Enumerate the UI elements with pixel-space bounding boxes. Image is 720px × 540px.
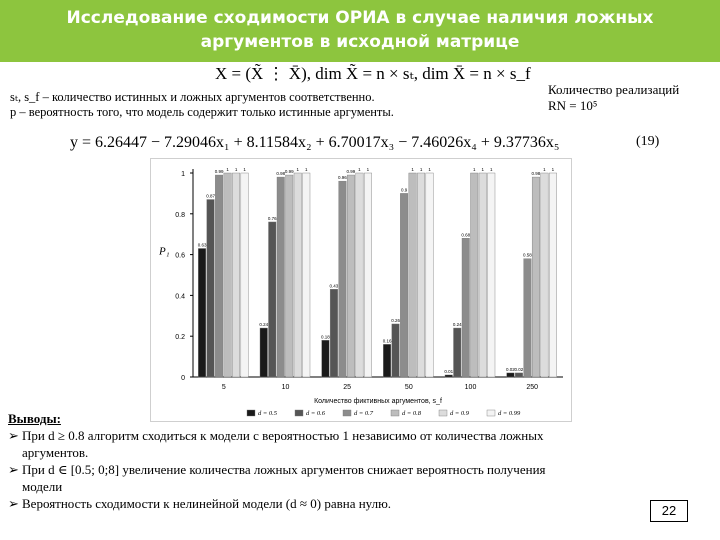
realizations-block (548, 82, 679, 114)
bar (347, 175, 355, 377)
bar-value-label: 1 (296, 167, 300, 172)
bar-value-label: 0.96 (338, 175, 347, 181)
matrix-formula: X = (X̃ ⋮ X̄), dim X̃ = n × sₜ, dim X̄ = n × s_f (215, 64, 531, 83)
bar-value-label: 0.76 (267, 215, 277, 221)
bar (409, 173, 417, 377)
bar-value-label: 0.58 (523, 252, 532, 258)
y-tick-label: 0.8 (175, 211, 185, 219)
definitions (10, 90, 394, 120)
bar-value-label: 1 (304, 167, 308, 172)
bar-value-label: 0.24 (452, 322, 462, 328)
x-tick-label: 250 (526, 384, 539, 391)
bar-value-label: 0.43 (329, 283, 339, 289)
bar-value-label: 1 (243, 167, 246, 172)
x-tick-label: 50 (404, 384, 413, 391)
bar (232, 173, 240, 377)
conclusion-3-line-1: Вероятность сходимости к нелинейной модели (d ≈ 0) равна нулю. (22, 496, 392, 511)
bar (515, 373, 523, 377)
y-tick-label: 1 (181, 171, 185, 178)
legend-label: d = 0.6 (306, 410, 326, 417)
bar-value-label: 1 (489, 167, 493, 172)
x-tick-label: 10 (281, 384, 290, 391)
bar-value-label: 0.98 (531, 171, 541, 177)
legend-label: d = 0.7 (354, 410, 374, 417)
bar (532, 177, 540, 377)
bar-value-label: 1 (428, 167, 431, 172)
bar-value-label: 0.98 (276, 171, 286, 177)
equation-number: (19) (636, 134, 660, 149)
arrow-bullet-icon: ➢ (8, 496, 19, 511)
bar (383, 344, 391, 377)
bar (541, 173, 549, 377)
bar (260, 328, 268, 377)
realizations-value: RN = 10⁵ (548, 98, 598, 113)
bar-value-label: 0.68 (461, 232, 471, 238)
y-tick-label: 0 (181, 375, 185, 382)
bar (454, 328, 462, 377)
conclusion-1-line-1: При d ≥ 0.8 алгоритм сходиться к модели с вероятностью 1 независимо от количества ложных (22, 428, 544, 443)
x-tick-label: 100 (464, 384, 477, 391)
bar-value-label: 0.63 (197, 242, 207, 248)
bar-value-label: 0.18 (321, 334, 330, 340)
bar-value-label: 1 (358, 167, 361, 172)
bar (479, 173, 487, 377)
conclusions-title: Выводы: (8, 411, 61, 426)
y-axis-label: P₁ (159, 245, 170, 258)
bar-value-label: 0.99 (284, 169, 294, 175)
bar (207, 200, 215, 377)
page-number: 22 (650, 500, 688, 522)
bar-value-label: 0.24 (259, 322, 269, 328)
bar-value-label: 0.87 (206, 193, 215, 199)
legend-label: d = 0.99 (498, 410, 521, 417)
bar-value-label: 1 (551, 167, 555, 172)
bar (392, 324, 400, 377)
bar-value-label: 1 (481, 167, 485, 172)
bar-value-label: 0.01 (444, 368, 454, 374)
y-tick-label: 0.2 (175, 334, 185, 342)
conclusion-1-line-2: аргументов. (22, 445, 89, 460)
bar-value-label: 1 (366, 167, 370, 172)
slide-title (60, 6, 660, 54)
bar (277, 177, 285, 377)
bar (294, 173, 302, 377)
bar-value-label: 0.16 (382, 338, 392, 344)
bar-value-label: 0.02 (514, 366, 524, 372)
legend-label: d = 0.5 (258, 410, 278, 417)
bar (241, 173, 249, 377)
slide-header (0, 0, 720, 62)
bar (286, 175, 294, 377)
bar-value-label: 1 (472, 167, 476, 172)
conclusion-2-line-2: модели (22, 479, 63, 494)
bar (330, 289, 338, 377)
conclusions (8, 410, 708, 512)
bar (507, 373, 514, 377)
bar-value-label: 1 (543, 167, 546, 172)
bar-value-label: 0.99 (214, 169, 224, 175)
bar (339, 181, 347, 377)
bar (364, 173, 372, 377)
bar (549, 173, 557, 377)
bar-value-label: 0.9 (400, 187, 408, 193)
conclusion-item (8, 427, 708, 461)
bar (215, 175, 223, 377)
conclusion-item (8, 461, 708, 495)
bar (462, 238, 470, 377)
bar (471, 173, 479, 377)
bar (400, 193, 408, 377)
bar (488, 173, 496, 377)
bar-value-label: 0.26 (391, 317, 400, 323)
realizations-label: Количество реализаций (548, 82, 680, 97)
bar (417, 173, 425, 377)
title-line-2: аргументов в исходной матрице (200, 32, 520, 52)
bar (303, 173, 311, 377)
legend-label: d = 0.8 (402, 410, 422, 417)
conclusion-2-line-1: При d ∈ [0.5; 0;8] увеличение количества ложных аргументов снижает вероятность получения (22, 462, 546, 477)
x-tick-label: 5 (221, 384, 226, 391)
bar-chart (150, 158, 572, 422)
bar (426, 173, 434, 377)
y-tick-label: 0.4 (175, 293, 185, 301)
bar-value-label: 1 (234, 167, 238, 172)
bar-value-label: 0.99 (346, 169, 356, 175)
bar (224, 173, 232, 377)
bar-value-label: 1 (226, 167, 229, 172)
definition-line-1: sₜ, s_f – количество истинных и ложных аргументов соответственно. (10, 90, 375, 104)
arrow-bullet-icon: ➢ (8, 428, 19, 443)
bar (269, 222, 277, 377)
bar (445, 375, 453, 377)
bar-value-label: 1 (419, 167, 423, 172)
arrow-bullet-icon: ➢ (8, 462, 19, 477)
conclusion-item (8, 495, 708, 512)
bar (524, 259, 532, 377)
bar-value-label: 0.02 (506, 366, 515, 372)
definition-line-2: p – вероятность того, что модель содержит только истинные аргументы. (10, 105, 394, 119)
bar (356, 173, 364, 377)
legend-label: d = 0.9 (450, 410, 470, 417)
bar (198, 248, 206, 377)
chart-svg (151, 159, 571, 421)
x-axis-label: Количество фиктивных аргументов, s_f (314, 398, 442, 405)
bar-value-label: 1 (411, 167, 414, 172)
x-tick-label: 25 (343, 384, 352, 391)
title-line-1: Исследование сходимости ОРИА в случае наличия ложных (66, 8, 654, 28)
model-equation: y = 6.26447 − 7.29046x₁ + 8.11584x₂ + 6.70017x₃ − 7.46026x₄ + 9.37736x₅ (70, 134, 560, 151)
y-tick-label: 0.6 (175, 252, 185, 260)
bar (322, 340, 330, 377)
